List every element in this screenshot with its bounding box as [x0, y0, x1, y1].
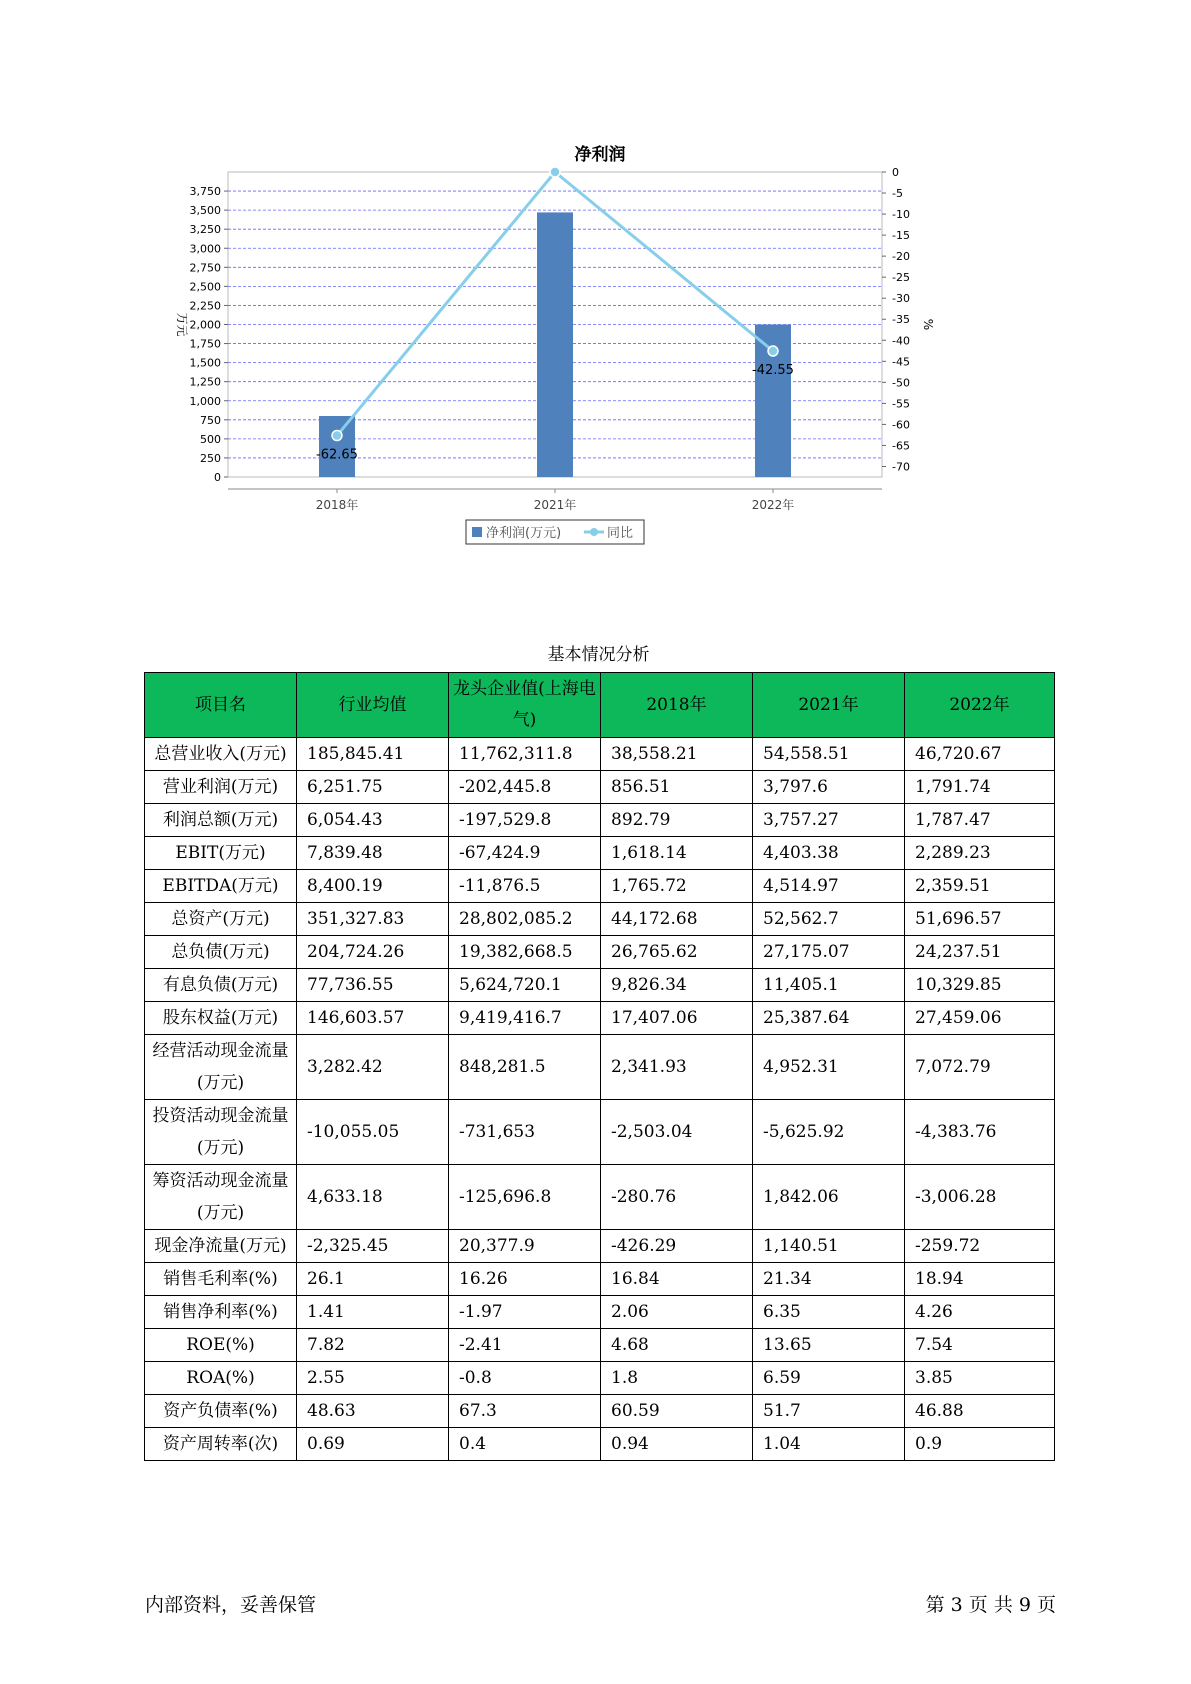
row-label: 总负债(万元) [145, 936, 297, 969]
table-cell: 46.88 [905, 1395, 1055, 1428]
table-cell: -197,529.8 [449, 804, 601, 837]
table-row [145, 804, 1055, 837]
table-cell: 1,765.72 [601, 870, 753, 903]
table-cell: -4,383.76 [905, 1100, 1055, 1165]
y-left-axis-title: 万元 [175, 312, 189, 337]
right-tick-label: -50 [892, 376, 910, 390]
row-label: 经营活动现金流量(万元) [145, 1035, 297, 1100]
row-label: EBIT(万元) [145, 837, 297, 870]
row-label: 营业利润(万元) [145, 771, 297, 804]
left-tick-label: 750 [200, 413, 221, 427]
legend-bar-label: 净利润(万元) [486, 526, 562, 541]
header-leader-value: 龙头企业值(上海电气) [449, 673, 601, 738]
table-cell: 51,696.57 [905, 903, 1055, 936]
row-label: 股东权益(万元) [145, 1002, 297, 1035]
header-2018: 2018年 [601, 673, 753, 738]
table-cell: -731,653 [449, 1100, 601, 1165]
left-tick-label: 2,750 [189, 261, 221, 275]
table-cell: -0.8 [449, 1362, 601, 1395]
table-row [145, 1100, 1055, 1165]
table-cell: 1,618.14 [601, 837, 753, 870]
x-tick-label: 2018年 [315, 498, 359, 512]
table-cell: 18.94 [905, 1263, 1055, 1296]
table-cell: -202,445.8 [449, 771, 601, 804]
bar [537, 212, 573, 477]
table-cell: 4,403.38 [753, 837, 905, 870]
table-cell: -280.76 [601, 1165, 753, 1230]
table-cell: 848,281.5 [449, 1035, 601, 1100]
row-label: 总资产(万元) [145, 903, 297, 936]
right-tick-label: -45 [892, 355, 910, 369]
table-cell: 6.35 [753, 1296, 905, 1329]
chart-title: 净利润 [574, 145, 626, 165]
table-row [145, 837, 1055, 870]
table-row [145, 1395, 1055, 1428]
table-cell: -426.29 [601, 1230, 753, 1263]
table-cell: -2,325.45 [297, 1230, 449, 1263]
table-cell: 6,251.75 [297, 771, 449, 804]
table-cell: 1,842.06 [753, 1165, 905, 1230]
table-row [145, 936, 1055, 969]
left-tick-label: 500 [200, 432, 221, 446]
table-cell: 77,736.55 [297, 969, 449, 1002]
table-cell: -11,876.5 [449, 870, 601, 903]
table-row [145, 969, 1055, 1002]
table-row [145, 1165, 1055, 1230]
table-cell: 1.41 [297, 1296, 449, 1329]
table-header-row [145, 673, 1055, 738]
table-cell: 1.04 [753, 1428, 905, 1461]
left-tick-label: 2,000 [189, 318, 221, 332]
table-row [145, 1035, 1055, 1100]
table-cell: -67,424.9 [449, 837, 601, 870]
table-row [145, 1362, 1055, 1395]
left-tick-label: 2,500 [189, 280, 221, 294]
bar [319, 416, 355, 477]
table-cell: 26.1 [297, 1263, 449, 1296]
table-cell: 4,952.31 [753, 1035, 905, 1100]
table-cell: 351,327.83 [297, 903, 449, 936]
x-tick-label: 2022年 [751, 498, 795, 512]
table-cell: -5,625.92 [753, 1100, 905, 1165]
table-cell: 28,802,085.2 [449, 903, 601, 936]
table-cell: 25,387.64 [753, 1002, 905, 1035]
header-industry-avg: 行业均值 [297, 673, 449, 738]
data-label: -42.55 [752, 363, 794, 379]
table-cell: 20,377.9 [449, 1230, 601, 1263]
table-row [145, 771, 1055, 804]
table-cell: -2.41 [449, 1329, 601, 1362]
table-cell: 3,282.42 [297, 1035, 449, 1100]
yoy-point [550, 167, 560, 177]
row-label: ROA(%) [145, 1362, 297, 1395]
table-cell: 1,787.47 [905, 804, 1055, 837]
table-cell: 2.06 [601, 1296, 753, 1329]
table-cell: 19,382,668.5 [449, 936, 601, 969]
row-label: 筹资活动现金流量(万元) [145, 1165, 297, 1230]
left-tick-label: 1,250 [189, 375, 221, 389]
table-cell: 2.55 [297, 1362, 449, 1395]
header-2021: 2021年 [753, 673, 905, 738]
table-cell: 2,359.51 [905, 870, 1055, 903]
table-cell: 7.82 [297, 1329, 449, 1362]
row-label: EBITDA(万元) [145, 870, 297, 903]
table-cell: 185,845.41 [297, 738, 449, 771]
table-cell: 44,172.68 [601, 903, 753, 936]
table-cell: 67.3 [449, 1395, 601, 1428]
table-cell: 13.65 [753, 1329, 905, 1362]
footer-confidential: 内部资料，妥善保管 [145, 1594, 317, 1616]
row-label: 资产负债率(%) [145, 1395, 297, 1428]
row-label: 利润总额(万元) [145, 804, 297, 837]
row-label: 总营业收入(万元) [145, 738, 297, 771]
table-cell: 1,791.74 [905, 771, 1055, 804]
row-label: 销售净利率(%) [145, 1296, 297, 1329]
table-row [145, 1428, 1055, 1461]
footer-page-number: 第 3 页 共 9 页 [925, 1594, 1056, 1616]
table-cell: 0.69 [297, 1428, 449, 1461]
table-row [145, 1263, 1055, 1296]
table-cell: 8,400.19 [297, 870, 449, 903]
legend-bar-swatch [472, 527, 482, 537]
right-tick-label: -60 [892, 418, 910, 432]
table-cell: -125,696.8 [449, 1165, 601, 1230]
table-caption: 基本情况分析 [547, 645, 650, 665]
right-tick-label: -15 [892, 229, 910, 243]
table-cell: 1.8 [601, 1362, 753, 1395]
table-row [145, 870, 1055, 903]
table-cell: 17,407.06 [601, 1002, 753, 1035]
table-cell: -2,503.04 [601, 1100, 753, 1165]
table-cell: -259.72 [905, 1230, 1055, 1263]
table-row [145, 738, 1055, 771]
header-item-name: 项目名 [145, 673, 297, 738]
table-cell: 146,603.57 [297, 1002, 449, 1035]
table-cell: 16.84 [601, 1263, 753, 1296]
table-cell: 204,724.26 [297, 936, 449, 969]
yoy-point [332, 431, 342, 441]
table-cell: 4.26 [905, 1296, 1055, 1329]
table-cell: 2,341.93 [601, 1035, 753, 1100]
table-row [145, 903, 1055, 936]
table-cell: 0.9 [905, 1428, 1055, 1461]
table-cell: 4,633.18 [297, 1165, 449, 1230]
table-cell: -10,055.05 [297, 1100, 449, 1165]
left-tick-label: 3,750 [189, 185, 221, 199]
table-cell: 3,797.6 [753, 771, 905, 804]
table-cell: 7,072.79 [905, 1035, 1055, 1100]
right-tick-label: -20 [892, 250, 910, 264]
table-cell: 3.85 [905, 1362, 1055, 1395]
table-cell: 4,514.97 [753, 870, 905, 903]
left-tick-label: 250 [200, 451, 221, 465]
table-cell: 6.59 [753, 1362, 905, 1395]
left-tick-label: 1,000 [189, 394, 221, 408]
legend-line-label: 同比 [607, 526, 634, 541]
right-tick-label: 0 [892, 166, 899, 179]
right-tick-label: -55 [892, 397, 910, 411]
basic-analysis-table [144, 672, 1055, 1461]
right-tick-label: -65 [892, 439, 910, 453]
table-cell: 6,054.43 [297, 804, 449, 837]
table-cell: 60.59 [601, 1395, 753, 1428]
table-cell: 0.4 [449, 1428, 601, 1461]
table-row [145, 1329, 1055, 1362]
table-cell: 27,175.07 [753, 936, 905, 969]
table-cell: 856.51 [601, 771, 753, 804]
table-cell: -3,006.28 [905, 1165, 1055, 1230]
row-label: ROE(%) [145, 1329, 297, 1362]
table-cell: 892.79 [601, 804, 753, 837]
table-cell: 46,720.67 [905, 738, 1055, 771]
left-tick-label: 0 [214, 471, 221, 484]
table-cell: 10,329.85 [905, 969, 1055, 1002]
table-cell: 9,419,416.7 [449, 1002, 601, 1035]
right-tick-label: -40 [892, 334, 910, 348]
right-tick-label: -35 [892, 313, 910, 327]
table-cell: 4.68 [601, 1329, 753, 1362]
right-tick-label: -30 [892, 292, 910, 306]
table-cell: 5,624,720.1 [449, 969, 601, 1002]
yoy-point [768, 346, 778, 356]
table-cell: 48.63 [297, 1395, 449, 1428]
left-tick-label: 1,500 [189, 356, 221, 370]
table-cell: 51.7 [753, 1395, 905, 1428]
table-cell: 26,765.62 [601, 936, 753, 969]
table-cell: 54,558.51 [753, 738, 905, 771]
table-cell: 7.54 [905, 1329, 1055, 1362]
table-cell: 7,839.48 [297, 837, 449, 870]
table-cell: 11,762,311.8 [449, 738, 601, 771]
left-tick-label: 3,250 [189, 223, 221, 237]
row-label: 有息负债(万元) [145, 969, 297, 1002]
row-label: 投资活动现金流量(万元) [145, 1100, 297, 1165]
table-cell: 11,405.1 [753, 969, 905, 1002]
net-profit-chart [170, 130, 970, 600]
table-cell: 52,562.7 [753, 903, 905, 936]
row-label: 资产周转率(次) [145, 1428, 297, 1461]
x-tick-label: 2021年 [533, 498, 577, 512]
left-tick-label: 3,000 [189, 242, 221, 256]
row-label: 销售毛利率(%) [145, 1263, 297, 1296]
header-2022: 2022年 [905, 673, 1055, 738]
left-tick-label: 2,250 [189, 299, 221, 313]
chart-svg [170, 130, 1030, 600]
row-label: 现金净流量(万元) [145, 1230, 297, 1263]
table-cell: 24,237.51 [905, 936, 1055, 969]
right-tick-label: -10 [892, 208, 910, 222]
left-tick-label: 1,750 [189, 337, 221, 351]
table-cell: 2,289.23 [905, 837, 1055, 870]
right-tick-label: -25 [892, 271, 910, 285]
right-tick-label: -5 [892, 187, 903, 201]
table-row [145, 1230, 1055, 1263]
table-cell: 21.34 [753, 1263, 905, 1296]
table-cell: 27,459.06 [905, 1002, 1055, 1035]
table-row [145, 1002, 1055, 1035]
table-cell: 16.26 [449, 1263, 601, 1296]
table-cell: 38,558.21 [601, 738, 753, 771]
table-cell: 3,757.27 [753, 804, 905, 837]
table-cell: -1.97 [449, 1296, 601, 1329]
table-cell: 9,826.34 [601, 969, 753, 1002]
table-cell: 0.94 [601, 1428, 753, 1461]
y-right-axis-title: % [921, 318, 935, 331]
left-tick-label: 3,500 [189, 204, 221, 218]
table-cell: 1,140.51 [753, 1230, 905, 1263]
table-row [145, 1296, 1055, 1329]
legend-line-marker [590, 528, 598, 536]
right-tick-label: -70 [892, 460, 910, 474]
data-label: -62.65 [316, 447, 358, 463]
